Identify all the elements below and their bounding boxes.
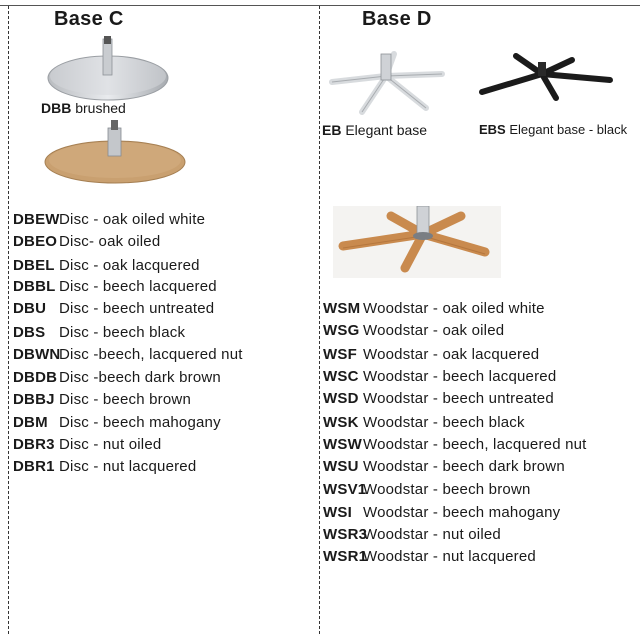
- dbb-caption: DBB brushed: [41, 100, 126, 116]
- brushed-disc-base-image: [45, 36, 175, 102]
- list-item: WSF Woodstar - oak lacquered: [323, 346, 540, 363]
- list-item: DBM Disc - beech mahogany: [13, 414, 221, 431]
- top-rule: [0, 5, 640, 6]
- list-item: DBEWDisc - oak oiled white: [13, 211, 206, 228]
- list-item: WSI Woodstar - beech mahogany: [323, 504, 561, 521]
- list-item: DBWNDisc -beech, lacquered nut: [13, 346, 243, 363]
- list-item: WSV1Woodstar - beech brown: [323, 481, 531, 498]
- list-item: WSC Woodstar - beech lacquered: [323, 368, 557, 385]
- base-c-title: Base C: [54, 8, 124, 30]
- woodstar-base-image: [333, 206, 501, 278]
- list-item: DBEO Disc- oak oiled: [13, 233, 161, 250]
- list-item: WSK Woodstar - beech black: [323, 414, 525, 431]
- base-d-title: Base D: [362, 8, 432, 30]
- list-item: WSD Woodstar - beech untreated: [323, 390, 554, 407]
- elegant-base-image: [324, 48, 454, 120]
- list-item: DBR3 Disc - nut oiled: [13, 436, 162, 453]
- list-item: WSR3Woodstar - nut oiled: [323, 526, 501, 543]
- list-item: DBBJ Disc - beech brown: [13, 391, 191, 408]
- list-item: WSU Woodstar - beech dark brown: [323, 458, 565, 475]
- list-item: DBS Disc - beech black: [13, 324, 186, 341]
- list-item: DBEL Disc - oak lacquered: [13, 257, 200, 274]
- list-item: WSM Woodstar - oak oiled white: [323, 300, 545, 317]
- list-item: WSG Woodstar - oak oiled: [323, 322, 505, 339]
- list-item: DBU Disc - beech untreated: [13, 300, 215, 317]
- list-item: DBDB Disc -beech dark brown: [13, 369, 221, 386]
- eb-caption: EB Elegant base: [322, 122, 428, 138]
- list-item: WSWWoodstar - beech, lacquered nut: [323, 436, 587, 453]
- ebs-caption: EBS Elegant base - black: [479, 122, 628, 137]
- elegant-base-black-image: [476, 52, 616, 102]
- left-dashed-border: [8, 6, 9, 634]
- list-item: DBR1 Disc - nut lacquered: [13, 458, 197, 475]
- oak-disc-base-image: [42, 120, 188, 186]
- column-divider: [319, 6, 320, 634]
- list-item: DBBL Disc - beech lacquered: [13, 278, 217, 295]
- list-item: WSR1Woodstar - nut lacquered: [323, 548, 536, 565]
